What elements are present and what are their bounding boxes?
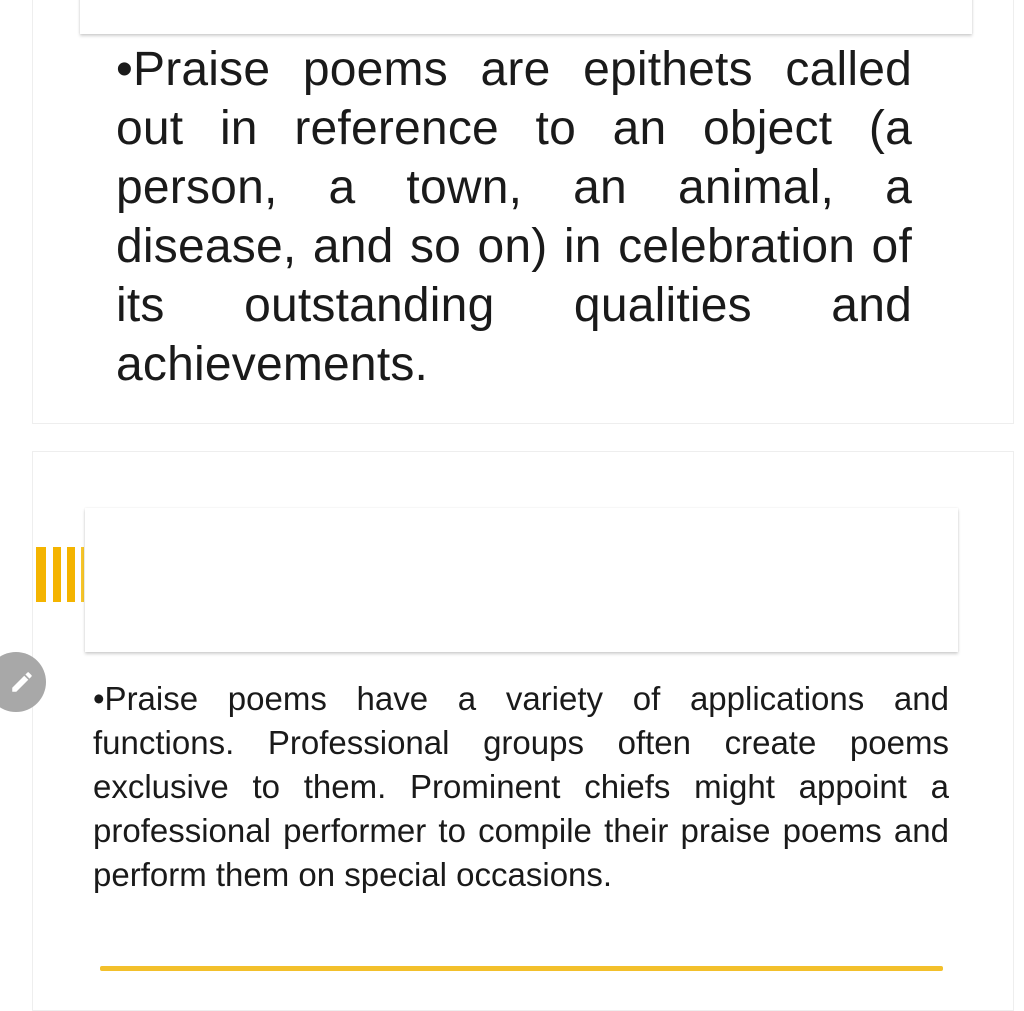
slide-1-body-text: •Praise poems are epithets called out in reference to an object (a person, a town, an animal, a disease, and so on) in celebration of its outstanding qualities and achievements. [116,43,912,391]
slide-2-title-placeholder[interactable] [85,508,958,652]
accent-bar [81,547,84,602]
bottom-accent-line [100,966,943,971]
slide-2-body-text: •Praise poems have a variety of applications and functions. Professional groups often create poems exclusive to them. Prominent chiefs might appoint a professional performer to compile their praise poems and perform them on special occasions. [93,680,949,893]
accent-bar [67,547,75,602]
slide-1-title-placeholder[interactable] [80,0,972,34]
pencil-icon [9,669,35,695]
accent-bar [53,547,61,602]
accent-bar [36,547,46,602]
accent-bars-icon [36,547,84,602]
